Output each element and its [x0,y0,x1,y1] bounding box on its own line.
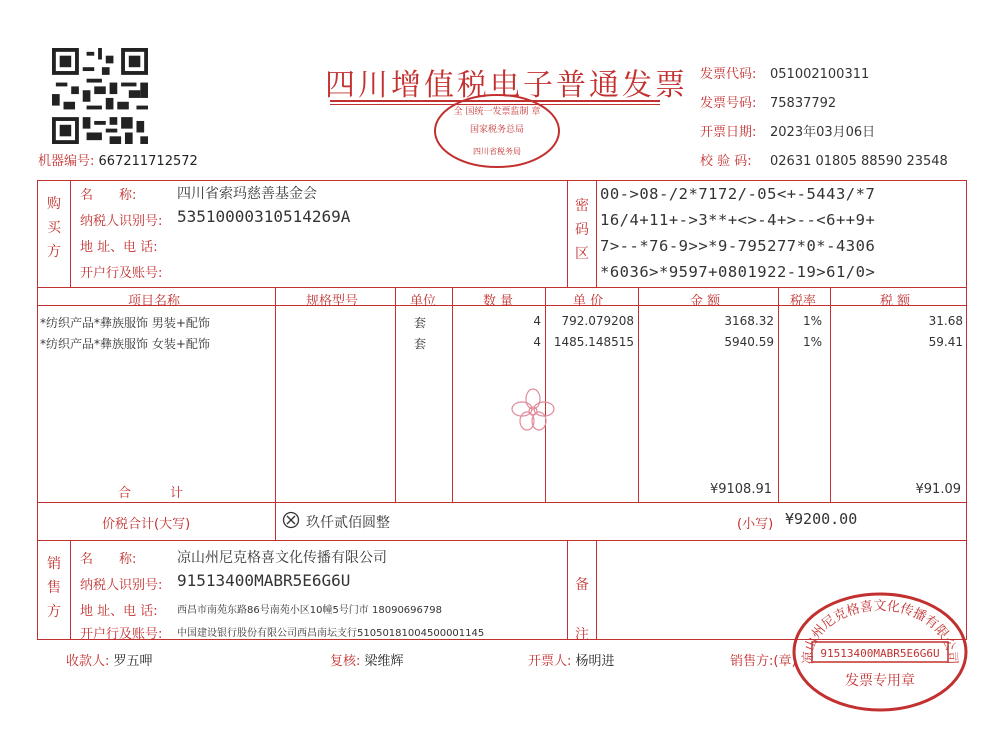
seller-tax-label: 纳税人识别号: [80,578,163,593]
row2-unit: 套 [414,337,427,351]
reviewer-row [330,650,404,669]
seller-side-label: 销 售 方 [47,556,61,620]
invoice-date-row [700,121,875,140]
seller-bank-label: 开户行及账号: [80,627,163,642]
check-code-row [700,150,948,169]
seal-seller-arc: 凉山州尼克格喜文化传播有限公司 [800,599,960,665]
cross-circle-icon [282,511,300,529]
row2-tax-rate: 1% [802,335,822,349]
qr-code [52,48,148,144]
invoice-code-label: 发票代码: [700,67,757,82]
divider [567,540,568,640]
buyer-address-label: 地 址、电 话: [80,240,158,255]
header-spec: 规格型号 [306,294,359,309]
total-amount: ¥9108.91 [709,482,772,497]
total-tax: ¥91.09 [915,482,961,497]
seller-seal-label: 销售方:(章) [730,654,797,669]
seller-tax-id: 91513400MABR5E6G6U [177,571,351,590]
row1-tax-amount: 31.68 [928,314,963,328]
cipher-line: *6036>*9597+0801922-19>61/0> [600,263,876,281]
invoice-number-row [700,92,836,111]
cipher-line: 16/4+11+->3**+<>-4+>--<6++9+ [600,211,876,229]
header-quantity: 数 量 [483,294,514,309]
seller-name: 凉山州尼克格喜文化传播有限公司 [177,550,387,566]
buyer-name-label: 名 称: [80,188,137,203]
divider [37,287,967,288]
divider [70,540,71,640]
divider [37,502,967,503]
invoice-date-label: 开票日期: [700,125,757,140]
seller-bank: 中国建设银行股份有限公司西昌南坛支行51050181004500001145 [177,628,485,639]
check-code: 02631 01805 88590 23548 [770,154,948,169]
issuer: 杨明进 [575,654,615,669]
divider [275,287,276,502]
seller-name-label: 名 称: [80,552,137,567]
invoice-code-row [700,63,869,82]
buyer-tax-label: 纳税人识别号: [80,214,163,229]
row2-unit-price: 1485.148515 [553,335,634,349]
seal-top-line3: 四川省税务局 [473,147,521,156]
header-unit: 单位 [410,294,437,309]
machine-number-row [38,150,198,169]
grand-total-label: 价税合计(大写) [102,517,191,532]
issuer-row [528,650,615,669]
total-label: 合 计 [118,486,184,501]
row2-quantity: 4 [533,335,541,349]
row1-tax-rate: 1% [802,314,822,328]
seller-address-label: 地 址、电 话: [80,604,158,619]
grand-total-words: 玖仟贰佰圆整 [306,515,390,531]
row1-unit: 套 [414,316,427,330]
row1-amount: 3168.32 [724,314,774,328]
remark-side-label: 备 注 [575,577,589,643]
buyer-name: 四川省索玛慈善基金会 [177,186,317,202]
machine-number-label: 机器编号: [38,154,95,169]
divider [275,502,276,540]
row2-tax-amount: 59.41 [928,335,963,349]
cipher-line: 7>--*76-9>>*9-795277*0*-4306 [600,237,876,255]
payee-label: 收款人: [66,654,110,669]
seal-top-line1: 全 国统一发票监制 章 [453,107,541,117]
invoice-number: 75837792 [770,96,837,111]
cipher-side-label: 密 码 区 [575,198,589,262]
invoice-special-seal [790,590,970,715]
row1-quantity: 4 [533,314,541,328]
seal-top-line2: 国家税务总局 [469,125,525,135]
payee-row [66,650,153,669]
row2-amount: 5940.59 [724,335,774,349]
divider [70,180,71,287]
divider [37,540,967,541]
divider [395,287,396,502]
header-tax-rate: 税率 [790,294,817,309]
invoice-title: 四川增值税电子普通发票 [325,68,688,103]
reviewer-label: 复核: [330,654,361,669]
supervision-seal [432,92,562,170]
invoice-date: 2023年03月06日 [770,125,876,140]
seller-address: 西昌市南苑东路86号南苑小区10幢5号门市 18090696798 [177,605,442,616]
buyer-side-label: 购 买 方 [47,196,61,260]
divider [596,180,597,287]
buyer-bank-label: 开户行及账号: [80,266,163,281]
invoice-code: 051002100311 [770,67,870,82]
issuer-label: 开票人: [528,654,572,669]
divider [596,540,597,640]
flower-watermark-icon [508,385,558,435]
row2-item-name: *纺织产品*彝族服饰 女装+配饰 [40,337,210,351]
invoice-number-label: 发票号码: [700,96,757,111]
check-code-label: 校 验 码: [700,154,752,169]
payee: 罗五呷 [113,654,153,669]
row1-item-name: *纺织产品*彝族服饰 男装+配饰 [40,316,210,330]
cipher-line: 00->08-/2*7172/-05<+-5443/*7 [600,185,876,203]
header-amount: 金 额 [690,294,721,309]
reviewer: 梁维辉 [364,654,404,669]
seal-seller-tax-id: 91513400MABR5E6G6U [820,647,940,660]
machine-number: 667211712572 [98,154,198,169]
buyer-tax-id: 53510000310514269A [177,207,351,226]
seal-seller-bottom: 发票专用章 [845,673,915,689]
grand-total-small-value: ¥9200.00 [785,510,858,528]
row1-unit-price: 792.079208 [561,314,634,328]
header-unit-price: 单 价 [573,294,604,309]
header-item-name: 项目名称 [128,294,181,309]
divider [567,180,568,287]
grand-total-small-label: (小写) [737,517,774,532]
header-tax-amount: 税 额 [880,294,911,309]
